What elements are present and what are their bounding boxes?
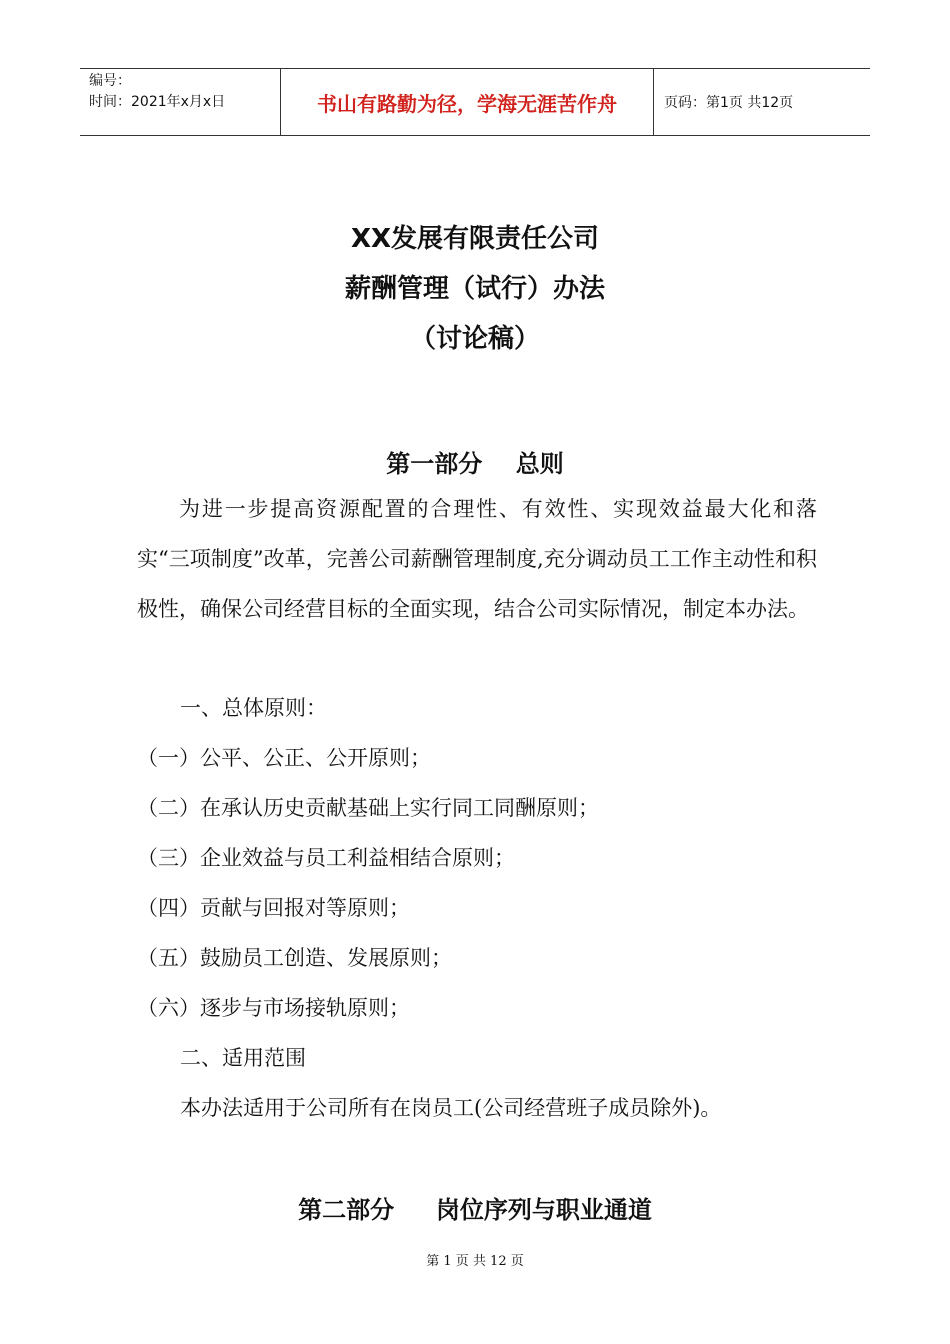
title-company: XX发展有限责任公司 xyxy=(350,224,600,254)
page-footer: 第 1 页 共 12 页 xyxy=(426,1254,524,1269)
part2-heading: 第二部分 岗位序列与职业通道 xyxy=(298,1196,652,1224)
principle-item: （六）逐步与市场接轨原则； xyxy=(137,996,410,1020)
header-meta xyxy=(80,69,281,135)
document-header xyxy=(80,68,870,136)
header-number-label: 编号： xyxy=(89,73,131,89)
section2-title: 二、适用范围 xyxy=(180,1046,306,1070)
title-document: 薪酬管理（试行）办法 xyxy=(344,274,605,304)
section1-title: 一、总体原则： xyxy=(180,696,327,720)
principle-item: （一）公平、公正、公开原则； xyxy=(137,746,431,770)
principle-item: （四）贡献与回报对等原则； xyxy=(137,896,410,920)
header-page-info: 页码：第1页 共12页 xyxy=(664,95,794,111)
part1-heading: 第一部分 总则 xyxy=(386,450,564,478)
principle-item: （二）在承认历史贡献基础上实行同工同酬原则； xyxy=(137,796,599,820)
part1-intro-paragraph: 为进一步提高资源配置的合理性、有效性、实现效益最大化和落实“三项制度”改革，完善公司薪酬管理制度,充分调动员工工作主动性和积极性，确保公司经营目标的全面实现，结合公司实际情况，制定本办法。 xyxy=(137,497,817,621)
principle-item: （五）鼓励员工创造、发展原则； xyxy=(137,946,452,970)
header-time-label: 时间：2021年x月x日 xyxy=(89,94,226,110)
scope-paragraph: 本办法适用于公司所有在岗员工(公司经营班子成员除外)。 xyxy=(180,1096,722,1120)
title-draft: （讨论稿） xyxy=(409,324,540,354)
principle-item: （三）企业效益与员工利益相结合原则； xyxy=(137,846,515,870)
header-motto: 书山有路勤为径，学海无涯苦作舟 xyxy=(281,69,654,135)
